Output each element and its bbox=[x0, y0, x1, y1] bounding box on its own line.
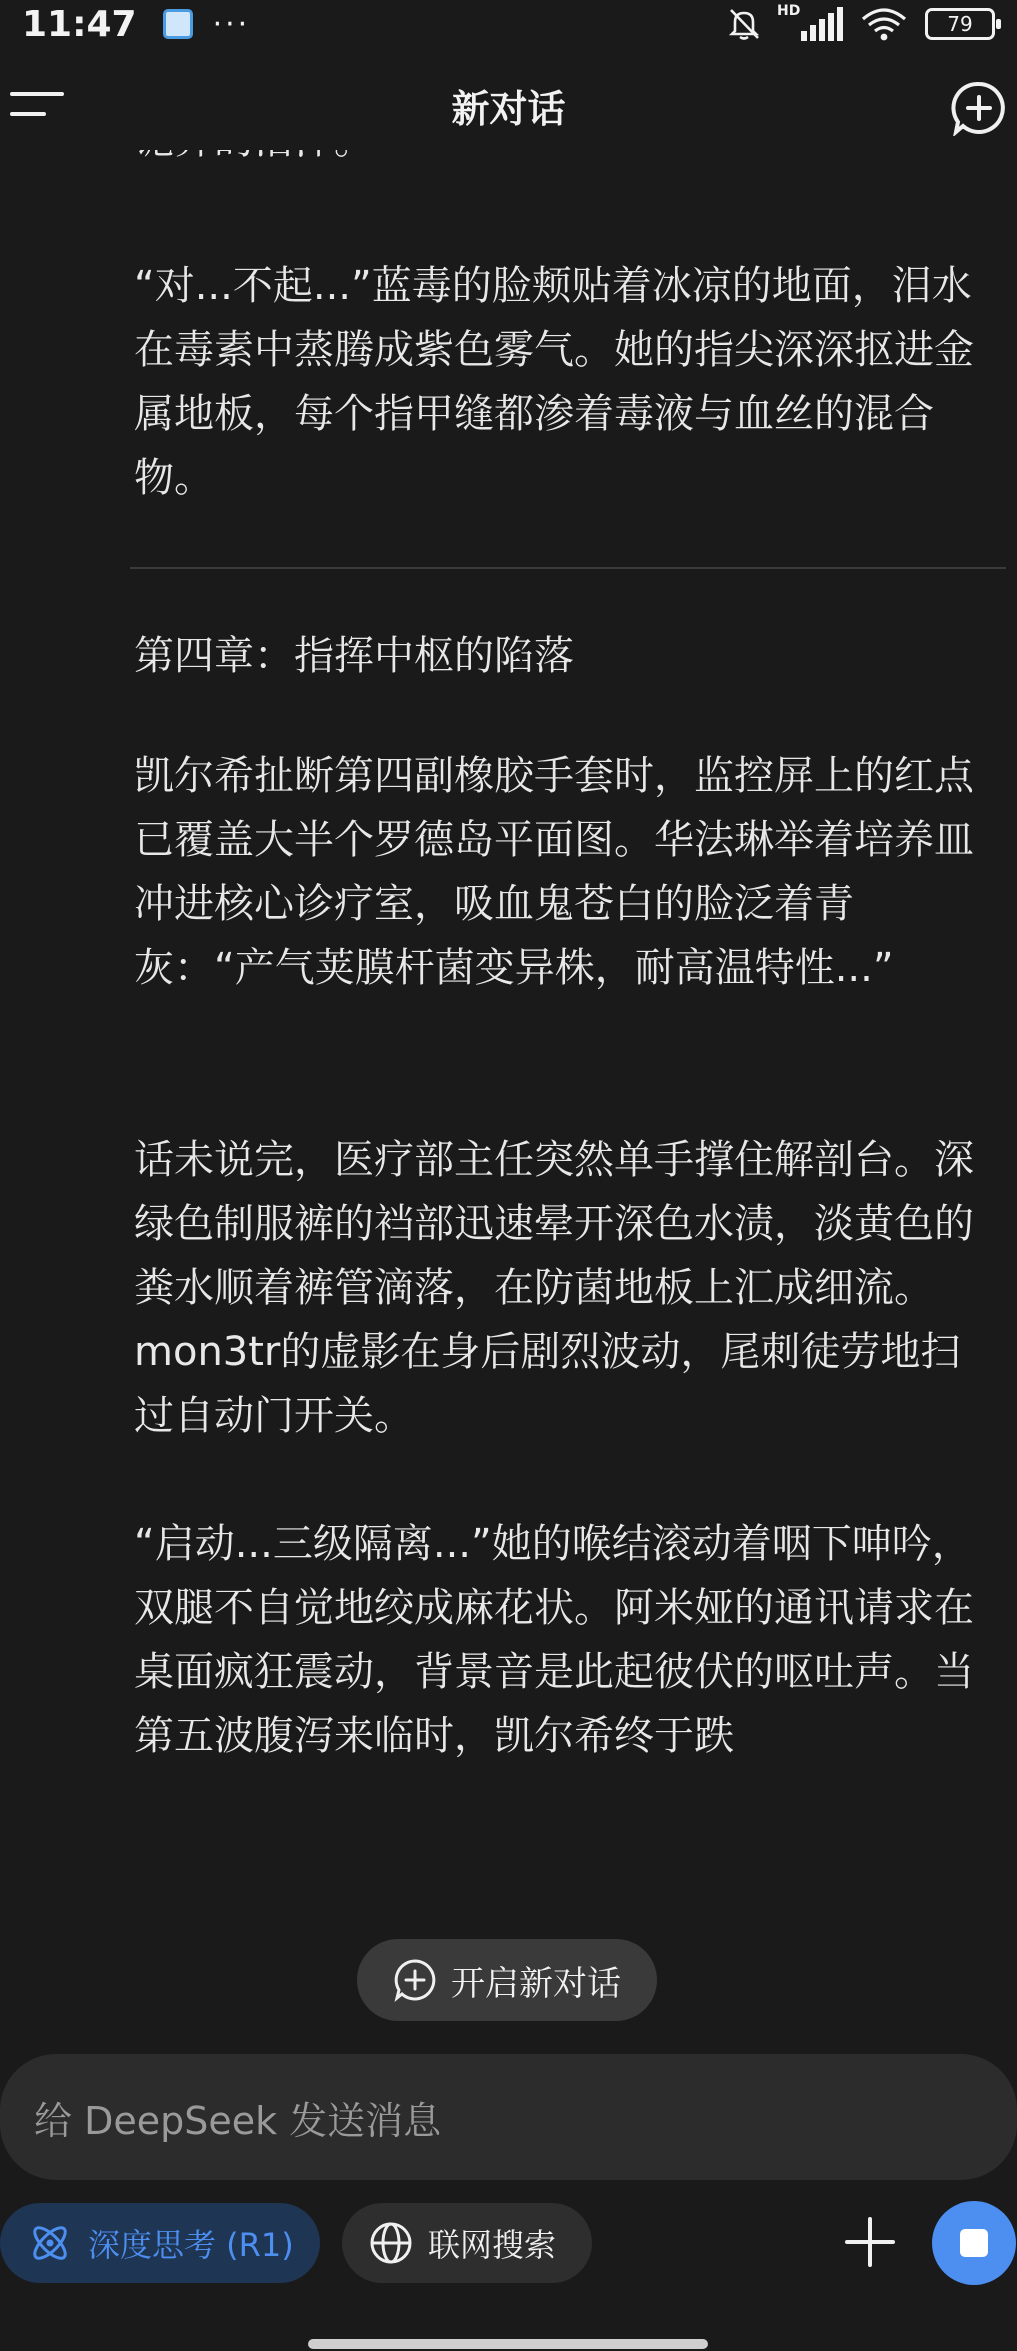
home-indicator[interactable] bbox=[308, 2339, 708, 2349]
battery-icon: 79 bbox=[925, 8, 995, 40]
new-chat-icon[interactable] bbox=[951, 80, 1007, 136]
status-icons bbox=[727, 3, 995, 41]
atom-icon bbox=[26, 2219, 74, 2267]
chapter-heading: 第四章：指挥中枢的陷落 bbox=[134, 633, 574, 679]
status-bar bbox=[0, 0, 1017, 48]
attach-plus-button[interactable] bbox=[845, 2217, 895, 2267]
message-paragraph: 话未说完，医疗部主任突然单手撑住解剖台。深绿色制服裤的裆部迅速晕开深色水渍，淡黄色的粪水顺着裤管滴落，在防菌地板上汇成细流。mon3tr的虚影在身后剧烈波动，尾刺徒劳地扫过自动门开关。 bbox=[134, 1137, 974, 1439]
message-paragraph: “启动...三级隔离...”她的喉结滚动着咽下呻吟，双腿不自觉地绞成麻花状。阿米娅的通讯请求在桌面疯狂震动，背景音是此起彼伏的呕吐声。当第五波腹泻来临时，凯尔希终于跌 bbox=[134, 1521, 974, 1759]
message-input-placeholder: 给 DeepSeek 发送消息 bbox=[34, 2098, 442, 2143]
message-input[interactable] bbox=[0, 2054, 1017, 2180]
app-header bbox=[0, 60, 1017, 150]
input-toolbar bbox=[0, 2203, 1017, 2285]
cellular-signal-icon bbox=[777, 3, 843, 41]
web-search-toggle[interactable] bbox=[342, 2203, 592, 2283]
stop-icon bbox=[960, 2229, 988, 2257]
page-title: 新对话 bbox=[451, 86, 566, 131]
globe-icon bbox=[368, 2220, 414, 2266]
app-notification-icon bbox=[163, 9, 193, 39]
hd-label: HD bbox=[777, 3, 801, 19]
start-new-chat-button[interactable] bbox=[357, 1939, 657, 2021]
message-paragraph: 凯尔希扯断第四副橡胶手套时，监控屏上的红点已覆盖大半个罗德岛平面图。华法琳举着培养皿冲进核心诊疗室，吸血鬼苍白的脸泛着青灰：“产气荚膜杆菌变异株，耐高温特性...” bbox=[134, 753, 974, 991]
wifi-icon bbox=[861, 7, 907, 41]
stop-generation-button[interactable] bbox=[932, 2201, 1016, 2285]
section-divider bbox=[130, 567, 1006, 569]
web-search-label: 联网搜索 bbox=[428, 2226, 557, 2264]
more-notifications-indicator: ··· bbox=[212, 6, 251, 42]
bell-off-icon bbox=[727, 7, 761, 41]
message-paragraph: “对...不起...”蓝毒的脸颊贴着冰凉的地面，泪水在毒素中蒸腾成紫色雾气。她的指尖深深抠进金属地板，每个指甲缝都渗着毒液与血丝的混合物。 bbox=[134, 263, 974, 501]
deep-think-label: 深度思考 (R1) bbox=[88, 2226, 294, 2264]
menu-icon[interactable] bbox=[10, 86, 66, 126]
start-new-chat-label: 开启新对话 bbox=[451, 1963, 621, 2004]
new-chat-icon bbox=[393, 1958, 437, 2002]
deep-think-toggle[interactable] bbox=[0, 2203, 320, 2283]
status-time: 11:47 bbox=[22, 3, 137, 45]
